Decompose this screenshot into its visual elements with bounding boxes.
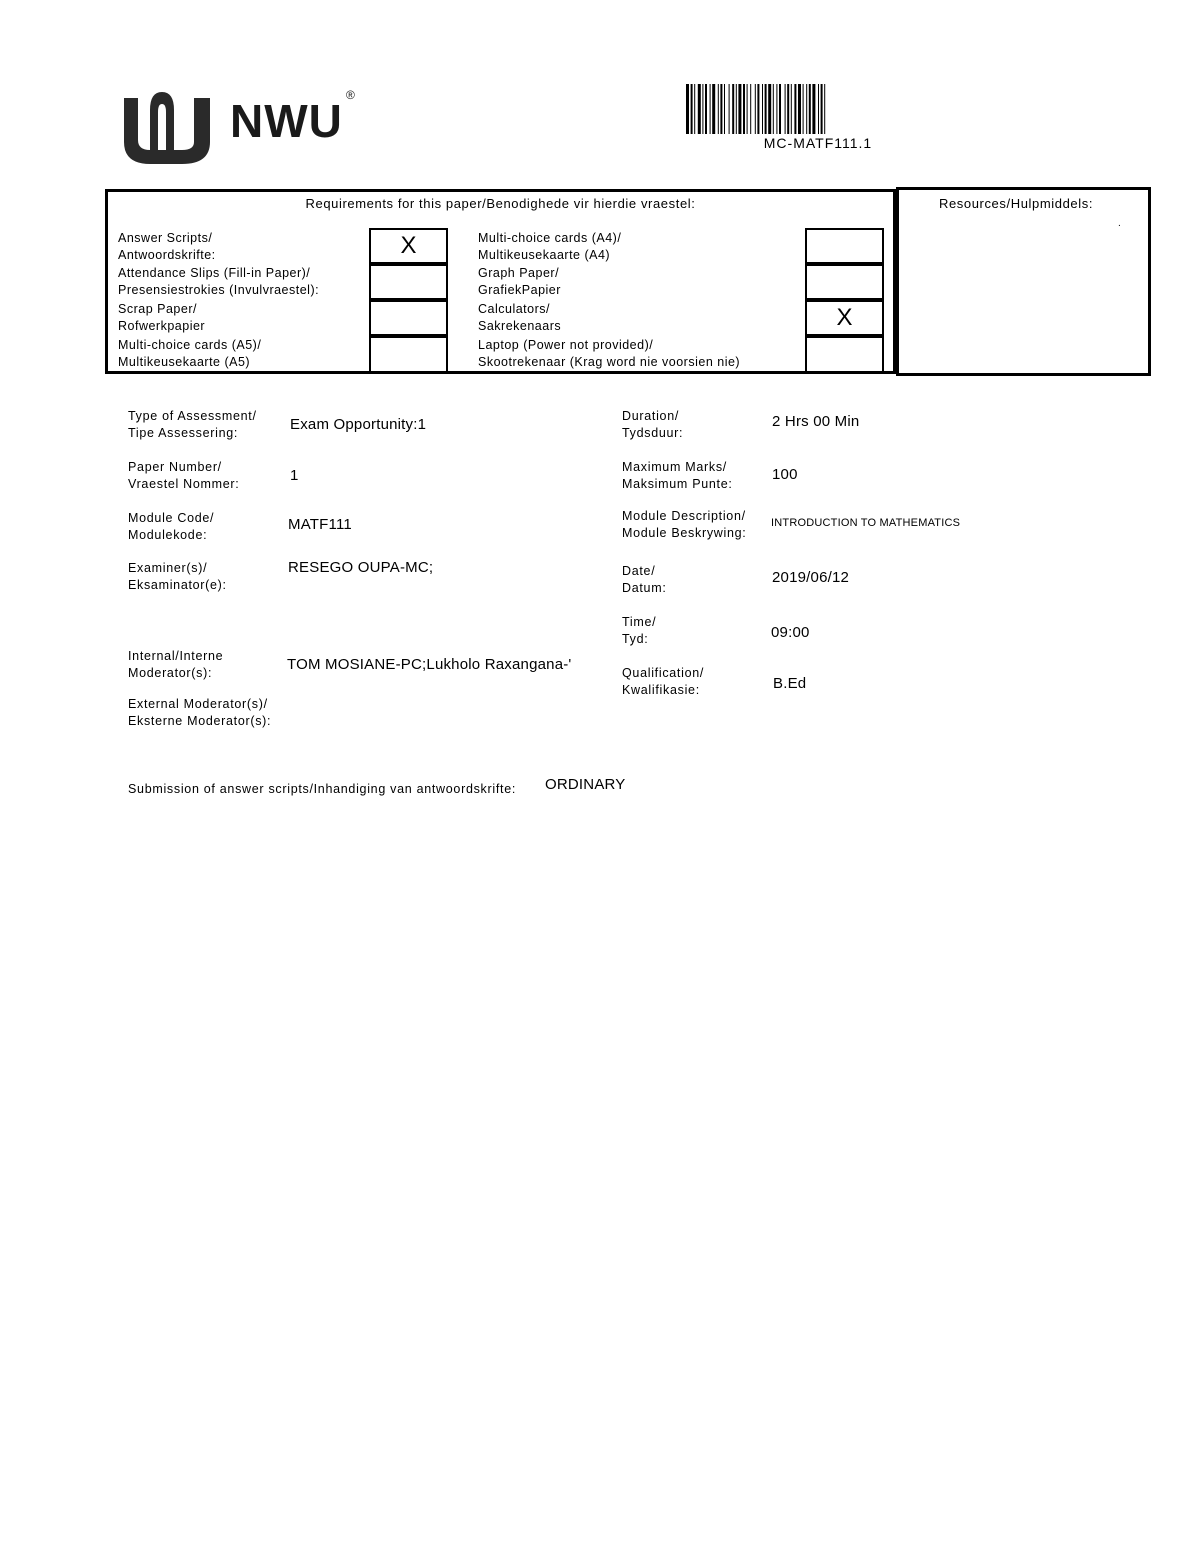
internal-moderator-value: TOM MOSIANE-PC;Lukholo Raxangana-': [287, 656, 572, 673]
laptop-checkbox: [805, 336, 884, 372]
req-left-item: Answer Scripts/ Antwoordskrifte:: [118, 231, 216, 262]
examiner-value: RESEGO OUPA-MC;: [288, 559, 434, 576]
barcode-icon: [686, 84, 950, 134]
attendance-slips-checkbox: [369, 264, 448, 300]
calculators-checkbox: X: [805, 300, 884, 336]
mc-cards-a5-checkbox: [369, 336, 448, 372]
date-label: Date/ Datum:: [622, 564, 667, 595]
resources-note: .: [1118, 218, 1121, 229]
nwu-logo: [118, 84, 368, 170]
logo-text: NWU: [230, 95, 343, 147]
req-left-item: Scrap Paper/ Rofwerkpapier: [118, 302, 206, 333]
date-value: 2019/06/12: [772, 569, 850, 586]
barcode-code: MC-MATF111.1: [763, 135, 873, 151]
answer-scripts-checkbox: X: [369, 228, 448, 264]
external-moderator-label: External Moderator(s)/ Eksterne Moderator(s):: [128, 697, 272, 728]
duration-value: 2 Hrs 00 Min: [772, 413, 860, 430]
duration-label: Duration/ Tydsduur:: [622, 409, 684, 440]
max-marks-value: 100: [772, 466, 798, 483]
max-marks-label: Maximum Marks/ Maksimum Punte:: [622, 460, 733, 491]
req-right-item: Graph Paper/ GrafiekPapier: [478, 266, 561, 297]
barcode: [686, 84, 950, 134]
nwu-emblem-icon: [118, 84, 218, 168]
qualification-value: B.Ed: [773, 675, 807, 692]
resources-title: Resources/Hulpmiddels:: [938, 196, 1094, 211]
paper-number-label: Paper Number/ Vraestel Nommer:: [128, 460, 240, 491]
req-right-item: Laptop (Power not provided)/ Skootrekenaar (Krag word nie voorsien nie): [478, 338, 741, 369]
module-description-label: Module Description/ Module Beskrywing:: [622, 509, 747, 540]
requirements-title: Requirements for this paper/Benodighede vir hierdie vraestel:: [305, 196, 696, 211]
submission-value: ORDINARY: [545, 776, 626, 793]
examiner-label: Examiner(s)/ Eksaminator(e):: [128, 561, 227, 592]
qualification-label: Qualification/ Kwalifikasie:: [622, 666, 705, 697]
req-right-item: Calculators/ Sakrekenaars: [478, 302, 562, 333]
submission-label: Submission of answer scripts/Inhandiging van antwoordskrifte:: [128, 782, 517, 796]
req-left-item: Multi-choice cards (A5)/ Multikeusekaarte (A5): [118, 338, 262, 369]
paper-number-value: 1: [290, 467, 299, 484]
req-left-item: Attendance Slips (Fill-in Paper)/ Presensiestrokies (Invulvraestel):: [118, 266, 320, 297]
graph-paper-checkbox: [805, 264, 884, 300]
assessment-type-label: Type of Assessment/ Tipe Assessering:: [128, 409, 257, 440]
assessment-type-value: Exam Opportunity:1: [290, 416, 427, 433]
module-code-label: Module Code/ Modulekode:: [128, 511, 215, 542]
registered-mark: ®: [346, 88, 355, 102]
scrap-paper-checkbox: [369, 300, 448, 336]
time-label: Time/ Tyd:: [622, 615, 657, 646]
time-value: 09:00: [771, 624, 810, 641]
req-right-item: Multi-choice cards (A4)/ Multikeusekaarte (A4): [478, 231, 622, 262]
module-code-value: MATF111: [288, 516, 352, 533]
mc-cards-a4-checkbox: [805, 228, 884, 264]
module-description-value: INTRODUCTION TO MATHEMATICS: [771, 517, 961, 529]
resources-box: [896, 187, 1151, 376]
internal-moderator-label: Internal/Interne Moderator(s):: [128, 649, 224, 680]
